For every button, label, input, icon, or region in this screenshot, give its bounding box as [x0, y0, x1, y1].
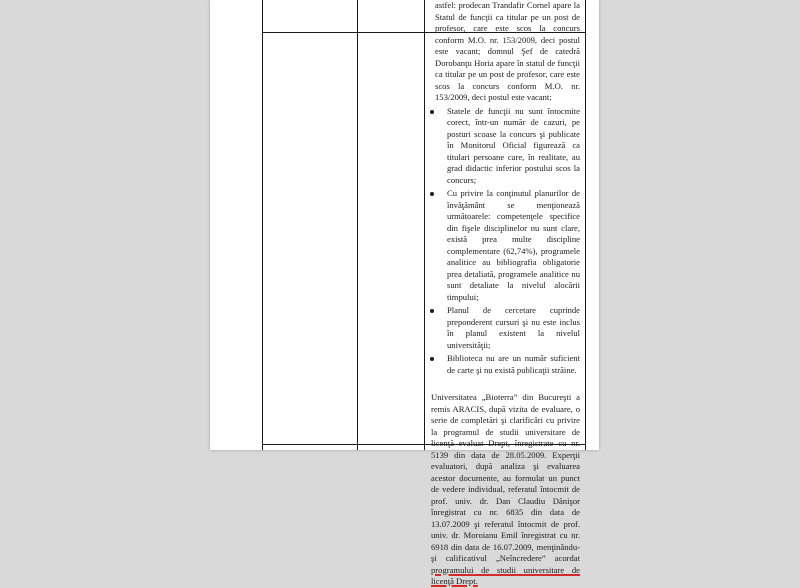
bullet-icon	[430, 110, 434, 114]
bullet-icon	[430, 309, 434, 313]
list-item: Biblioteca nu are un număr suficient de carte şi nu există publicaţii străine.	[425, 353, 580, 376]
table-cell-content	[425, 0, 580, 588]
intro-text: astfel: prodecan Trandafir Cornel apare la Statul de funcţii ca titular pe un post de profesor, care este scos la concurs conform M.O. nr. 153/2009, deci postul este vacant; domnul Şef de catedră Dorobanţu Horia apare în statul de funcţii ca titular pe un post de profesor, care este scos la concurs conform M.O. nr. 153/2009, deci postul este vacant;	[435, 0, 580, 102]
bullet-list	[425, 106, 580, 377]
list-item: Cu privire la conţinutul planurilor de învăţământ se menţionează următoarele: competenţele specifice din fişele disciplinelor nu sunt clare, există prea multe discipline complementare (62,74%), programele analitice au bibliografia obligatorie prea detaliată, programele analitice nu sunt detaliate la nivelul alocării timpului;	[425, 188, 580, 303]
evaluation-paragraph: Universitatea „Bioterra” din Bucureşti a remis ARACIS, după vizita de evaluare, o serie de completări şi clarificări cu privire la programul de studii universitare de licenţă evaluat Drept, înregistrate cu nr. 5139 din data de 28.05.2009. Experţii evaluatori, după analiza şi evaluarea acestor documente, au formulat un punct de vedere individual, referatul întocmit de prof. univ. dr. Dan Claudiu Dănişor înregistrat cu nr. 6835 din data de 13.07.2009 şi referatul întocmit de prof. univ. dr. Moroianu Emil înregistrat cu nr. 6918 din data de 16.07.2009, menţinându-şi calificativul „Neîncredere” acordat programului de studii universitare de licenţă Drept.	[431, 392, 580, 586]
bullet-icon	[430, 357, 434, 361]
bullet-icon	[430, 192, 434, 196]
table-divider-1	[357, 0, 358, 450]
paragraph-end: programului de studii universitare de licenţă Drept.	[431, 564, 580, 586]
table-border-left	[262, 0, 263, 450]
document-page	[210, 0, 599, 586]
list-item: Planul de cercetare cuprinde preponderent cursuri şi nu este inclus în planul existent la nivelul universităţii;	[425, 305, 580, 351]
table-border-right	[585, 0, 586, 450]
list-item: Statele de funcţii nu sunt întocmite corect, într-un număr de cazuri, pe posturi scoase la concurs şi publicate în Monitorul Oficial figurează ca titulari persoane care, în realitate, au grad didactic inferior postului scos la concurs;	[425, 106, 580, 187]
